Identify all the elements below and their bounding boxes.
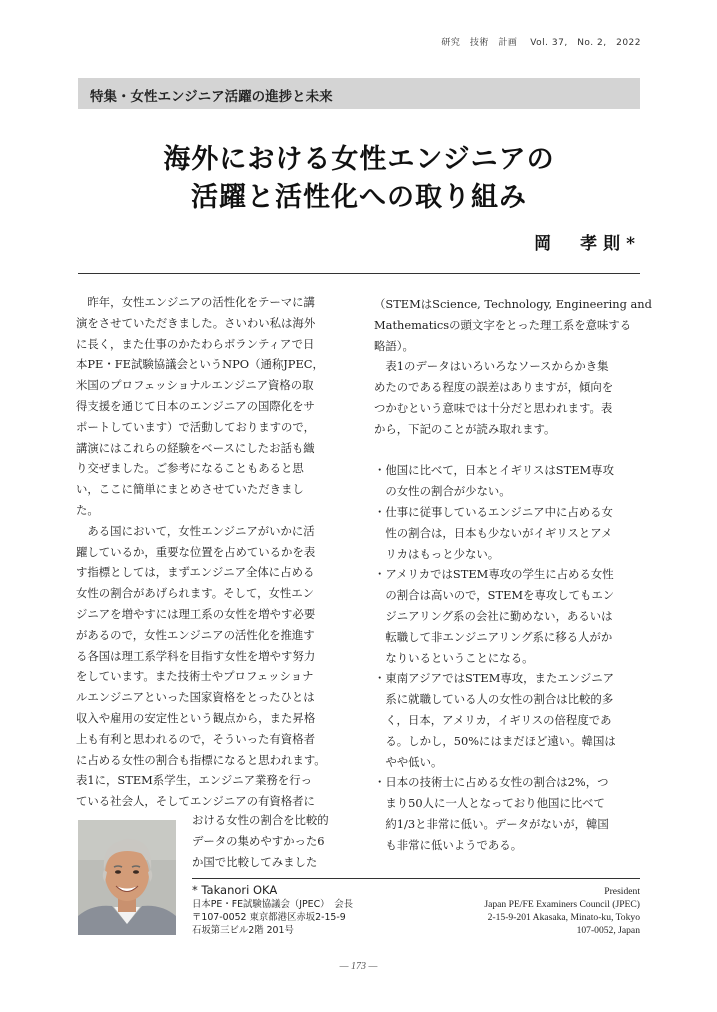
author-romanized-name: * Takanori OKA: [192, 883, 278, 897]
body-line: おける女性の割合を比較的: [192, 813, 329, 827]
body-line: に長く，また仕事のかたわらボランティアで日: [76, 336, 315, 351]
bullet-line: の割合は高いので，STEMを専攻してもエン: [374, 588, 615, 603]
affiliation-line: 日本PE・FE試験協議会（JPEC） 会長: [192, 899, 353, 910]
bullet-line: なりいるということになる。: [374, 650, 534, 665]
bullet-line: やや低い。: [374, 754, 443, 769]
running-head: 研究 技術 計画 Vol. 37, No. 2, 2022: [441, 38, 641, 48]
page-number: — 173 —: [339, 961, 378, 972]
body-line: 昨年，女性エンジニアの活性化をテーマに講: [76, 295, 315, 309]
body-line: ている社会人，そしてエンジニアの有資格者に: [76, 794, 315, 809]
body-line: 上も有利と思われるので，そういった有資格者: [76, 731, 315, 746]
body-line: 演をさせていただきました。さいわい私は海外: [76, 315, 316, 330]
address-line: 石坂第三ビル2階 201号: [192, 925, 294, 937]
body-line: データの集めやすかった6: [192, 833, 325, 848]
body-line: す指標としては，まずエンジニア全体に占める: [76, 565, 315, 580]
address-line: 〒107-0052 東京都港区赤坂2-15-9: [192, 912, 346, 924]
bullet-line: まり50人に一人となっており他国に比べて: [374, 796, 605, 811]
author-affiliation-en: [484, 885, 640, 937]
bullet-line: ・他国に比べて，日本とイギリスはSTEM専攻: [374, 463, 614, 478]
body-line: ジニアを増やすには理工系の女性を増やす必要: [76, 606, 316, 621]
body-line: つかむという意味では十分だと思われます。表: [374, 400, 613, 415]
affiliation-line: Japan PE/FE Examiners Council (JPEC): [484, 899, 640, 910]
bullet-line: ・日本の技術士に占める女性の割合は2%，つ: [374, 775, 609, 790]
bullet-line: ・東南アジアではSTEM専攻，またエンジニア: [374, 671, 615, 686]
body-line: 女性の割合があげられます。そして，女性エン: [76, 586, 315, 601]
section-label: 特集・女性エンジニア活躍の進捗と未来: [90, 89, 333, 105]
bullet-line: 約1/3と非常に低い。データがないが，韓国: [374, 816, 609, 831]
body-line: 講演にはこれらの経験をベースにしたお話も織: [76, 440, 315, 455]
body-line: 躍しているか，重要な位置を占めているかを表: [76, 544, 316, 559]
left-column-continuation: [192, 810, 344, 872]
body-line: をしています。また技術士やプロフェッショナ: [76, 669, 314, 684]
body-line: り交ぜました。ご参考になることもあると思: [76, 461, 304, 476]
bullet-line: ・仕事に従事しているエンジニア中に占める女: [374, 504, 613, 519]
bullet-line: ジニアリング系の会社に勤めない，あるいは: [374, 608, 613, 623]
footnote-rule: [192, 878, 640, 879]
body-line: た。: [76, 502, 99, 517]
body-line: ルエンジニアといった国家資格をとったひとは: [76, 690, 315, 705]
article-title-line-1: 海外における女性エンジニアの: [163, 144, 555, 175]
body-line: い，ここに簡単にまとめさせていただきまし: [76, 482, 304, 497]
body-line: 得支援を通じて日本のエンジニアの国際化をサ: [76, 398, 315, 413]
bullet-line: 系に就職している人の女性の割合は比較的多: [374, 692, 614, 707]
header-rule: [78, 273, 640, 274]
body-line: から，下記のことが読み取れます。: [374, 421, 556, 436]
body-line: 収入や雇用の安定性という観点から，また昇格: [76, 710, 316, 725]
affiliation-line: President: [604, 886, 640, 897]
body-line: 表1に，STEM系学生，エンジニア業務を行っ: [76, 773, 312, 788]
author-photo: [78, 820, 176, 935]
author-affiliation-ja: [192, 883, 353, 938]
body-line: ある国において，女性エンジニアがいかに活: [76, 523, 315, 538]
body-line: めたのである程度の誤差はありますが，傾向を: [374, 380, 614, 395]
bullet-line: く，日本，アメリカ，イギリスの倍程度であ: [374, 712, 612, 727]
bullet-line: の女性の割合が少ない。: [374, 484, 511, 499]
bullet-line: リカはもっと少ない。: [374, 546, 500, 561]
address-line: 2-15-9-201 Akasaka, Minato-ku, Tokyo: [487, 912, 640, 923]
body-line: 略語）。: [374, 338, 414, 353]
section-band: [78, 78, 640, 109]
body-line: 表1のデータはいろいろなソースからかき集: [374, 359, 609, 374]
author-name: 岡 孝則*: [534, 234, 641, 254]
body-line: に占める女性の割合も指標になると思われます。: [76, 752, 326, 767]
body-line: 本PE・FE試験協議会というNPO（通称JPEC，: [76, 357, 324, 372]
article-title-line-2: 活躍と活性化への取り組み: [191, 182, 527, 213]
bullet-line: も非常に低いようである。: [374, 837, 523, 852]
bullet-line: ・アメリカではSTEM専攻の学生に占める女性: [374, 567, 614, 582]
blank-line: [374, 440, 642, 461]
address-line: 107-0052, Japan: [576, 925, 640, 936]
right-column: [374, 294, 652, 856]
body-line: 米国のプロフェッショナルエンジニア資格の取: [76, 378, 314, 393]
body-line: か国で比較してみました: [192, 854, 318, 869]
body-line: があるので，女性エンジニアの活性化を推進す: [76, 627, 315, 642]
author-portrait-illustration: [78, 820, 176, 935]
body-line: ポートしています）で活動しておりますので，: [76, 419, 315, 434]
body-line: Mathematicsの頭文字をとった理工系を意味する: [374, 317, 632, 332]
left-column: [76, 292, 344, 812]
bullet-line: る。しかし，50%にはまだほど遠い。韓国は: [374, 733, 616, 748]
body-line: る各国は理工系学科を目指す女性を増やす努力: [76, 648, 316, 663]
bullet-line: 性の割合は，日本も少ないがイギリスとアメ: [374, 525, 613, 540]
bullet-line: 転職して非エンジニアリング系に移る人がか: [374, 629, 613, 644]
body-line: （STEMはScience, Technology, Engineering and: [374, 297, 652, 311]
